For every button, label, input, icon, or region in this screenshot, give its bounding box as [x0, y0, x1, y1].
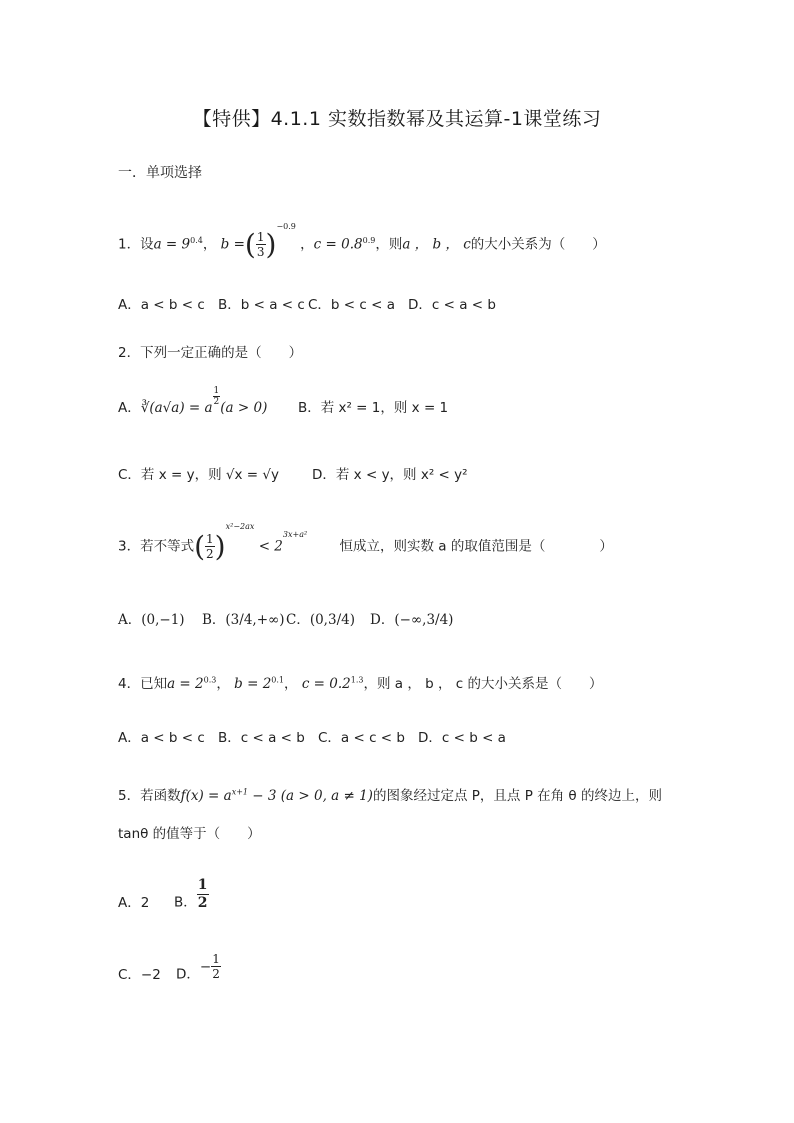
q1-option-a: A．a < b < c	[118, 297, 205, 313]
q1-c-expr: c = 0.8	[313, 236, 363, 253]
q3-frac: $\frac{1}{2}$	[206, 532, 214, 561]
q2-options-cd	[118, 463, 468, 483]
q4-a-exp: 0.3	[203, 675, 217, 685]
q2-option-a-cond: (a > 0)	[220, 400, 268, 416]
q1-b-exp: −0.9	[276, 222, 296, 231]
q3-tail: 恒成立，则实数 a 的取值范围是（ ）	[339, 538, 613, 555]
q5-option-c: C．−2	[118, 966, 161, 983]
q5-func: f(x) = a	[180, 788, 232, 804]
q3-exp2: 3x+a²	[282, 530, 308, 539]
q3-number: 3．	[118, 538, 141, 555]
q1-option-d: D．c < a < b	[408, 297, 496, 313]
q1-tail: 的大小关系为（ ）	[470, 236, 606, 253]
q4-tail: ，则 a ， b ， c 的大小关系是（ ）	[363, 676, 603, 692]
q1-a-exp: 0.4	[190, 236, 203, 245]
q2-option-a-expr: ∛(a√a) = a	[140, 400, 213, 416]
q4-pre: 已知	[140, 676, 168, 692]
question-3: 3．若不等式( $\frac{1}{2}$ )$^{x^2-2ax} < 2^{3x+a^2}$ 恒成立，则实数 a 的取值范围是（ ）	[118, 522, 613, 563]
question-5-line-1	[118, 784, 662, 804]
q1-a-expr: a = 9	[153, 236, 191, 253]
q5-option-b-frac: $\frac{1}{2}$	[197, 877, 208, 911]
q1-number: 1．	[118, 236, 141, 253]
q4-option-c: C．a < c < b	[318, 730, 405, 746]
q4-options	[118, 726, 506, 746]
q3-pre: 若不等式	[140, 538, 195, 555]
q2-option-d: D．若 x < y，则 x² < y²	[312, 467, 468, 483]
question-5-line-2: tanθ 的值等于（ ）	[118, 826, 261, 842]
q3-option-c: C．(0,3/4)	[286, 612, 355, 628]
q2-options-ab	[118, 385, 449, 419]
q3-option-b: B．(3/4,+∞)	[202, 612, 285, 628]
q1-c-exp: 0.9	[362, 236, 376, 245]
q4-b-exp: 0.1	[271, 675, 285, 685]
question-2-stem: 2．下列一定正确的是（ ）	[118, 345, 303, 361]
q2-option-a-exp: $\frac{1}{2}$	[213, 385, 220, 407]
q5-options-ab	[118, 877, 209, 920]
q3-rel: < 2	[258, 538, 283, 555]
q1-b-frac: $\frac{1}{3}$	[256, 230, 265, 259]
q4-option-b: B．c < a < b	[218, 730, 305, 746]
question-1: 1．设$a = 9^{0.4}$， b =( $\frac{1}{3}$ )$^{-0.9}$ ，$c = 0.8^{0.9}$，则a ， b ， c的大小关系为（ ）	[118, 222, 606, 261]
q4-c-exp: 1.3	[350, 675, 364, 685]
q5-option-b-label: B．	[174, 894, 197, 911]
q5-option-d-sign: −	[199, 958, 212, 975]
q2-option-c: C．若 x = y，则 √x = √y	[118, 467, 279, 483]
q5-line1-tail: 的图象经过定点 P，且点 P 在角 θ 的终边上，则	[372, 788, 662, 804]
q5-func-exp: x+1	[231, 787, 248, 797]
q1-vars: a ， b ， c	[402, 236, 471, 253]
q5-options-cd	[118, 952, 221, 989]
q4-b-expr: b = 2	[234, 676, 272, 692]
q3-option-d: D．(−∞,3/4)	[370, 612, 454, 628]
q4-option-a: A．a < b < c	[118, 730, 205, 746]
q4-c-expr: c = 0.2	[301, 676, 351, 692]
q5-option-d-label: D．	[176, 966, 200, 983]
q4-a-expr: a = 2	[167, 676, 204, 692]
q1-option-c: C．b < c < a	[308, 297, 395, 313]
q4-number: 4．	[118, 676, 141, 692]
q5-option-a: A．2	[118, 894, 150, 911]
q1-b-pre: b =	[220, 236, 245, 253]
q1-mid: ，则	[375, 236, 403, 253]
q1-options	[118, 293, 496, 313]
q2-option-b: B．若 x² = 1，则 x = 1	[297, 400, 449, 416]
page-title: 【特供】4.1.1 实数指数幂及其运算-1课堂练习	[192, 108, 602, 130]
q5-option-d-frac: $\frac{1}{2}$	[212, 952, 220, 981]
q4-option-d: D．c < b < a	[418, 730, 506, 746]
q1-option-b: B．b < a < c	[218, 297, 305, 313]
q1-pre: 设	[140, 236, 154, 253]
q5-func-rest: − 3 (a > 0, a ≠ 1)	[248, 788, 373, 804]
q3-exp1: x²−2ax	[225, 522, 255, 531]
q3-option-a: A．(0,−1)	[118, 612, 185, 628]
q2-option-a-label: A．	[118, 400, 141, 416]
q3-options	[118, 608, 453, 628]
question-4: 4．已知$a = 2^{0.3}$， $b = 2^{0.1}$， $c = 0.2^{1.3}$，则 a ， b ， c 的大小关系是（ ）	[118, 675, 603, 692]
section-heading: 一．单项选择	[118, 165, 202, 181]
q5-pre: 5．若函数	[118, 788, 181, 804]
